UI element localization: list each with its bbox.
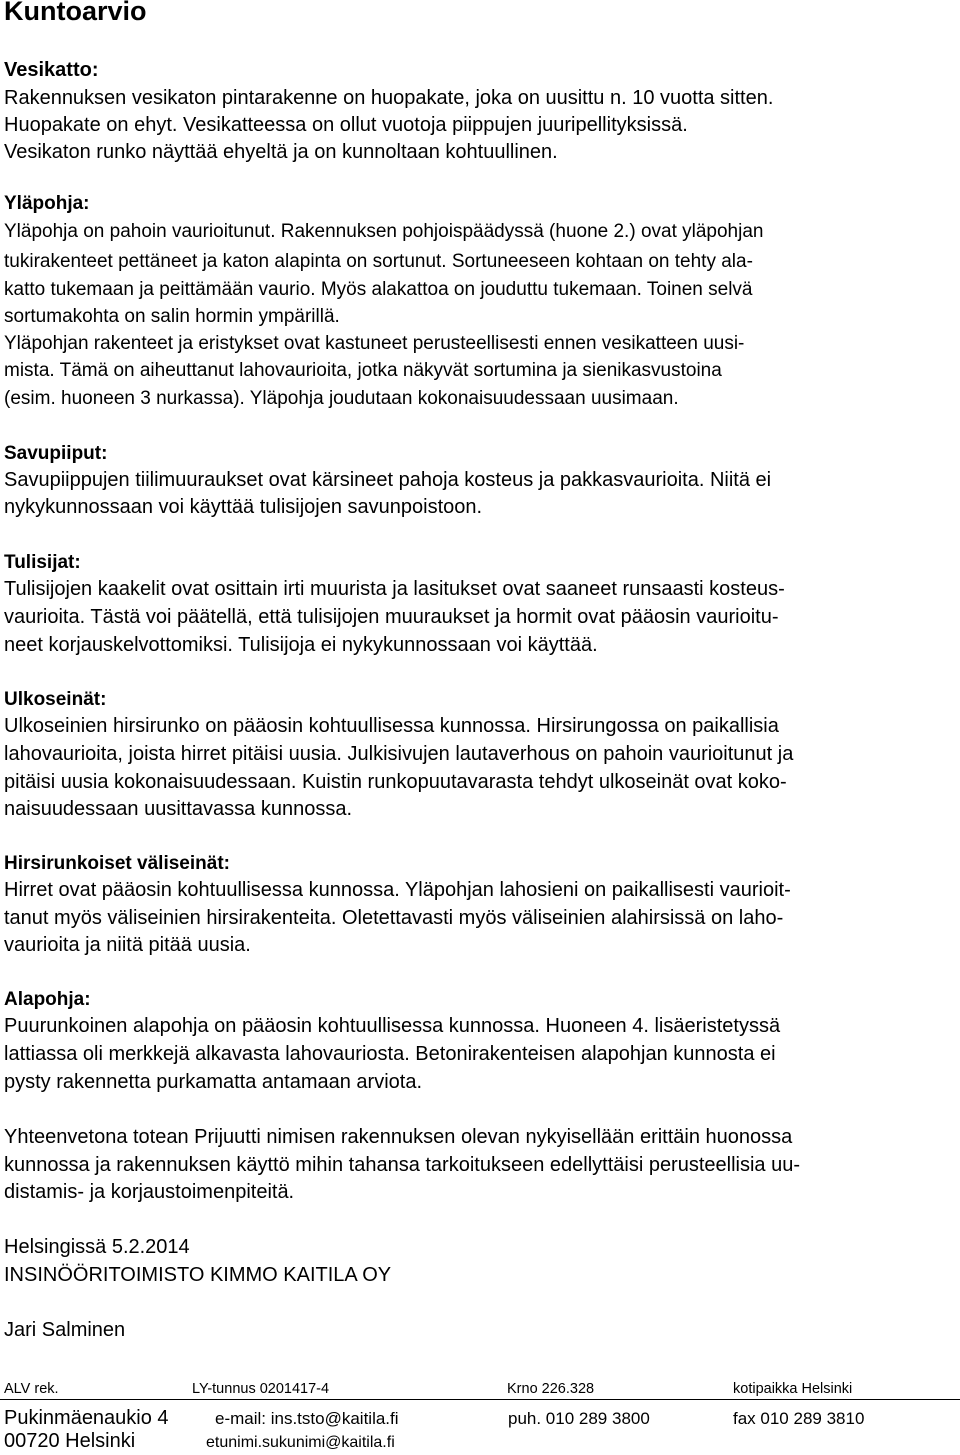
section-heading-alapohja: Alapohja: [4,989,91,1010]
text-line: vaurioita ja niitä pitää uusia. [4,934,251,956]
page-title: Kuntoarvio [4,0,147,26]
signer-name: Jari Salminen [4,1319,126,1341]
text-line: Hirret ovat pääosin kohtuullisessa kunnossa. Yläpohjan lahosieni on paikallisesti vaurioit- [4,879,791,901]
text-line: tukirakenteet pettäneet ja katon alapinta on sortunut. Sortuneeseen kohtaan on tehty ala- [4,251,753,272]
text-line: lattiassa oli merkkejä alkavasta lahovauriosta. Betonirakenteisen alapohjan kunnosta ei [4,1043,776,1065]
text-line: Huopakate on ehyt. Vesikatteessa on ollut vuotoja piippujen juuripellityksissä. [4,114,688,136]
text-line: tanut myös väliseinien hirsirakenteita. Oletettavasti myös väliseinien alahirsissä on laho- [4,907,784,929]
place-date: Helsingissä 5.2.2014 [4,1236,190,1258]
text-line: sortumakohta on salin hormin ympärillä. [4,306,340,327]
text-line: (esim. huoneen 3 nurkassa). Yläpohja joudutaan kokonaisuudessaan uusimaan. [4,388,679,409]
text-line: Yläpohja on pahoin vaurioitunut. Rakennuksen pohjoispäädyssä (huone 2.) ovat yläpohjan [4,221,764,242]
text-line: pysty rakennetta purkamatta antamaan arviota. [4,1071,423,1093]
footer-staff-email: etunimi.sukunimi@kaitila.fi [206,1434,395,1451]
text-line: Yläpohjan rakenteet ja eristykset ovat kastuneet perusteellisesti ennen vesikatteen uusi- [4,333,745,354]
summary-line: Yhteenvetona totean Prijuutti nimisen rakennuksen olevan nykyisellään erittäin huonossa [4,1126,793,1148]
section-heading-vesikatto: Vesikatto: [4,59,99,81]
text-line: mista. Tämä on aiheuttanut lahovaurioita, jotka näkyvät sortumina ja sienikasvustoina [4,360,722,381]
summary-line: distamis- ja korjaustoimenpiteitä. [4,1181,295,1203]
section-heading-ulkoseinat: Ulkoseinät: [4,689,107,710]
footer-vat: ALV rek. [4,1381,59,1397]
footer-email: e-mail: ins.tsto@kaitila.fi [215,1409,399,1428]
footer-street-address: Pukinmäenaukio 4 [4,1407,169,1429]
section-heading-valiseinat: Hirsirunkoiset väliseinät: [4,853,230,874]
text-line: Tulisijojen kaakelit ovat osittain irti muurista ja lasitukset ovat saaneet runsaasti kosteus- [4,578,785,600]
text-line: neet korjauskelvottomiksi. Tulisijoja ei nykykunnossaan voi käyttää. [4,634,598,656]
text-line: pitäisi uusia kokonaisuudessaan. Kuistin runkopuutavarasta tehdyt ulkoseinät ovat koko- [4,771,787,793]
text-line: Vesikaton runko näyttää ehyeltä ja on kunnoltaan kohtuullinen. [4,141,558,163]
footer-business-id: LY-tunnus 0201417-4 [192,1381,330,1397]
company-name: INSINÖÖRITOIMISTO KIMMO KAITILA OY [4,1264,392,1286]
text-line: nykykunnossaan voi käyttää tulisijojen savunpoistoon. [4,496,483,518]
text-line: naisuudessaan uusittavassa kunnossa. [4,798,353,820]
footer-trade-register: Krno 226.328 [507,1381,595,1397]
text-line: Puurunkoinen alapohja on pääosin kohtuullisessa kunnossa. Huoneen 4. lisäeristetyssä [4,1015,781,1037]
section-heading-tulisijat: Tulisijat: [4,552,81,573]
footer-domicile: kotipaikka Helsinki [733,1381,853,1397]
text-line: Rakennuksen vesikaton pintarakenne on huopakate, joka on uusittu n. 10 vuotta sitten. [4,87,774,109]
text-line: katto tukemaan ja peittämään vaurio. Myös alakattoa on jouduttu tukemaan. Toinen selvä [4,279,753,300]
footer-divider [0,1399,960,1400]
footer-phone: puh. 010 289 3800 [508,1409,650,1428]
text-line: Ulkoseinien hirsirunko on pääosin kohtuullisessa kunnossa. Hirsirungossa on paikallisia [4,715,779,737]
text-line: lahovaurioita, joista hirret pitäisi uusia. Julkisivujen lautaverhous on pahoin vaurioitunut ja [4,743,794,765]
text-line: vaurioita. Tästä voi päätellä, että tulisijojen muuraukset ja hormit ovat pääosin vaurioitu- [4,606,779,628]
section-heading-ylapohja: Yläpohja: [4,193,90,214]
footer-postal-city: 00720 Helsinki [4,1430,136,1452]
text-line: Savupiippujen tiilimuuraukset ovat kärsineet pahoja kosteus ja pakkasvaurioita. Niitä ei [4,469,772,491]
summary-line: kunnossa ja rakennuksen käyttö mihin tahansa tarkoitukseen edellyttäisi perusteellisia uu- [4,1154,801,1176]
section-heading-savupiiput: Savupiiput: [4,443,108,464]
footer-fax: fax 010 289 3810 [733,1409,865,1428]
